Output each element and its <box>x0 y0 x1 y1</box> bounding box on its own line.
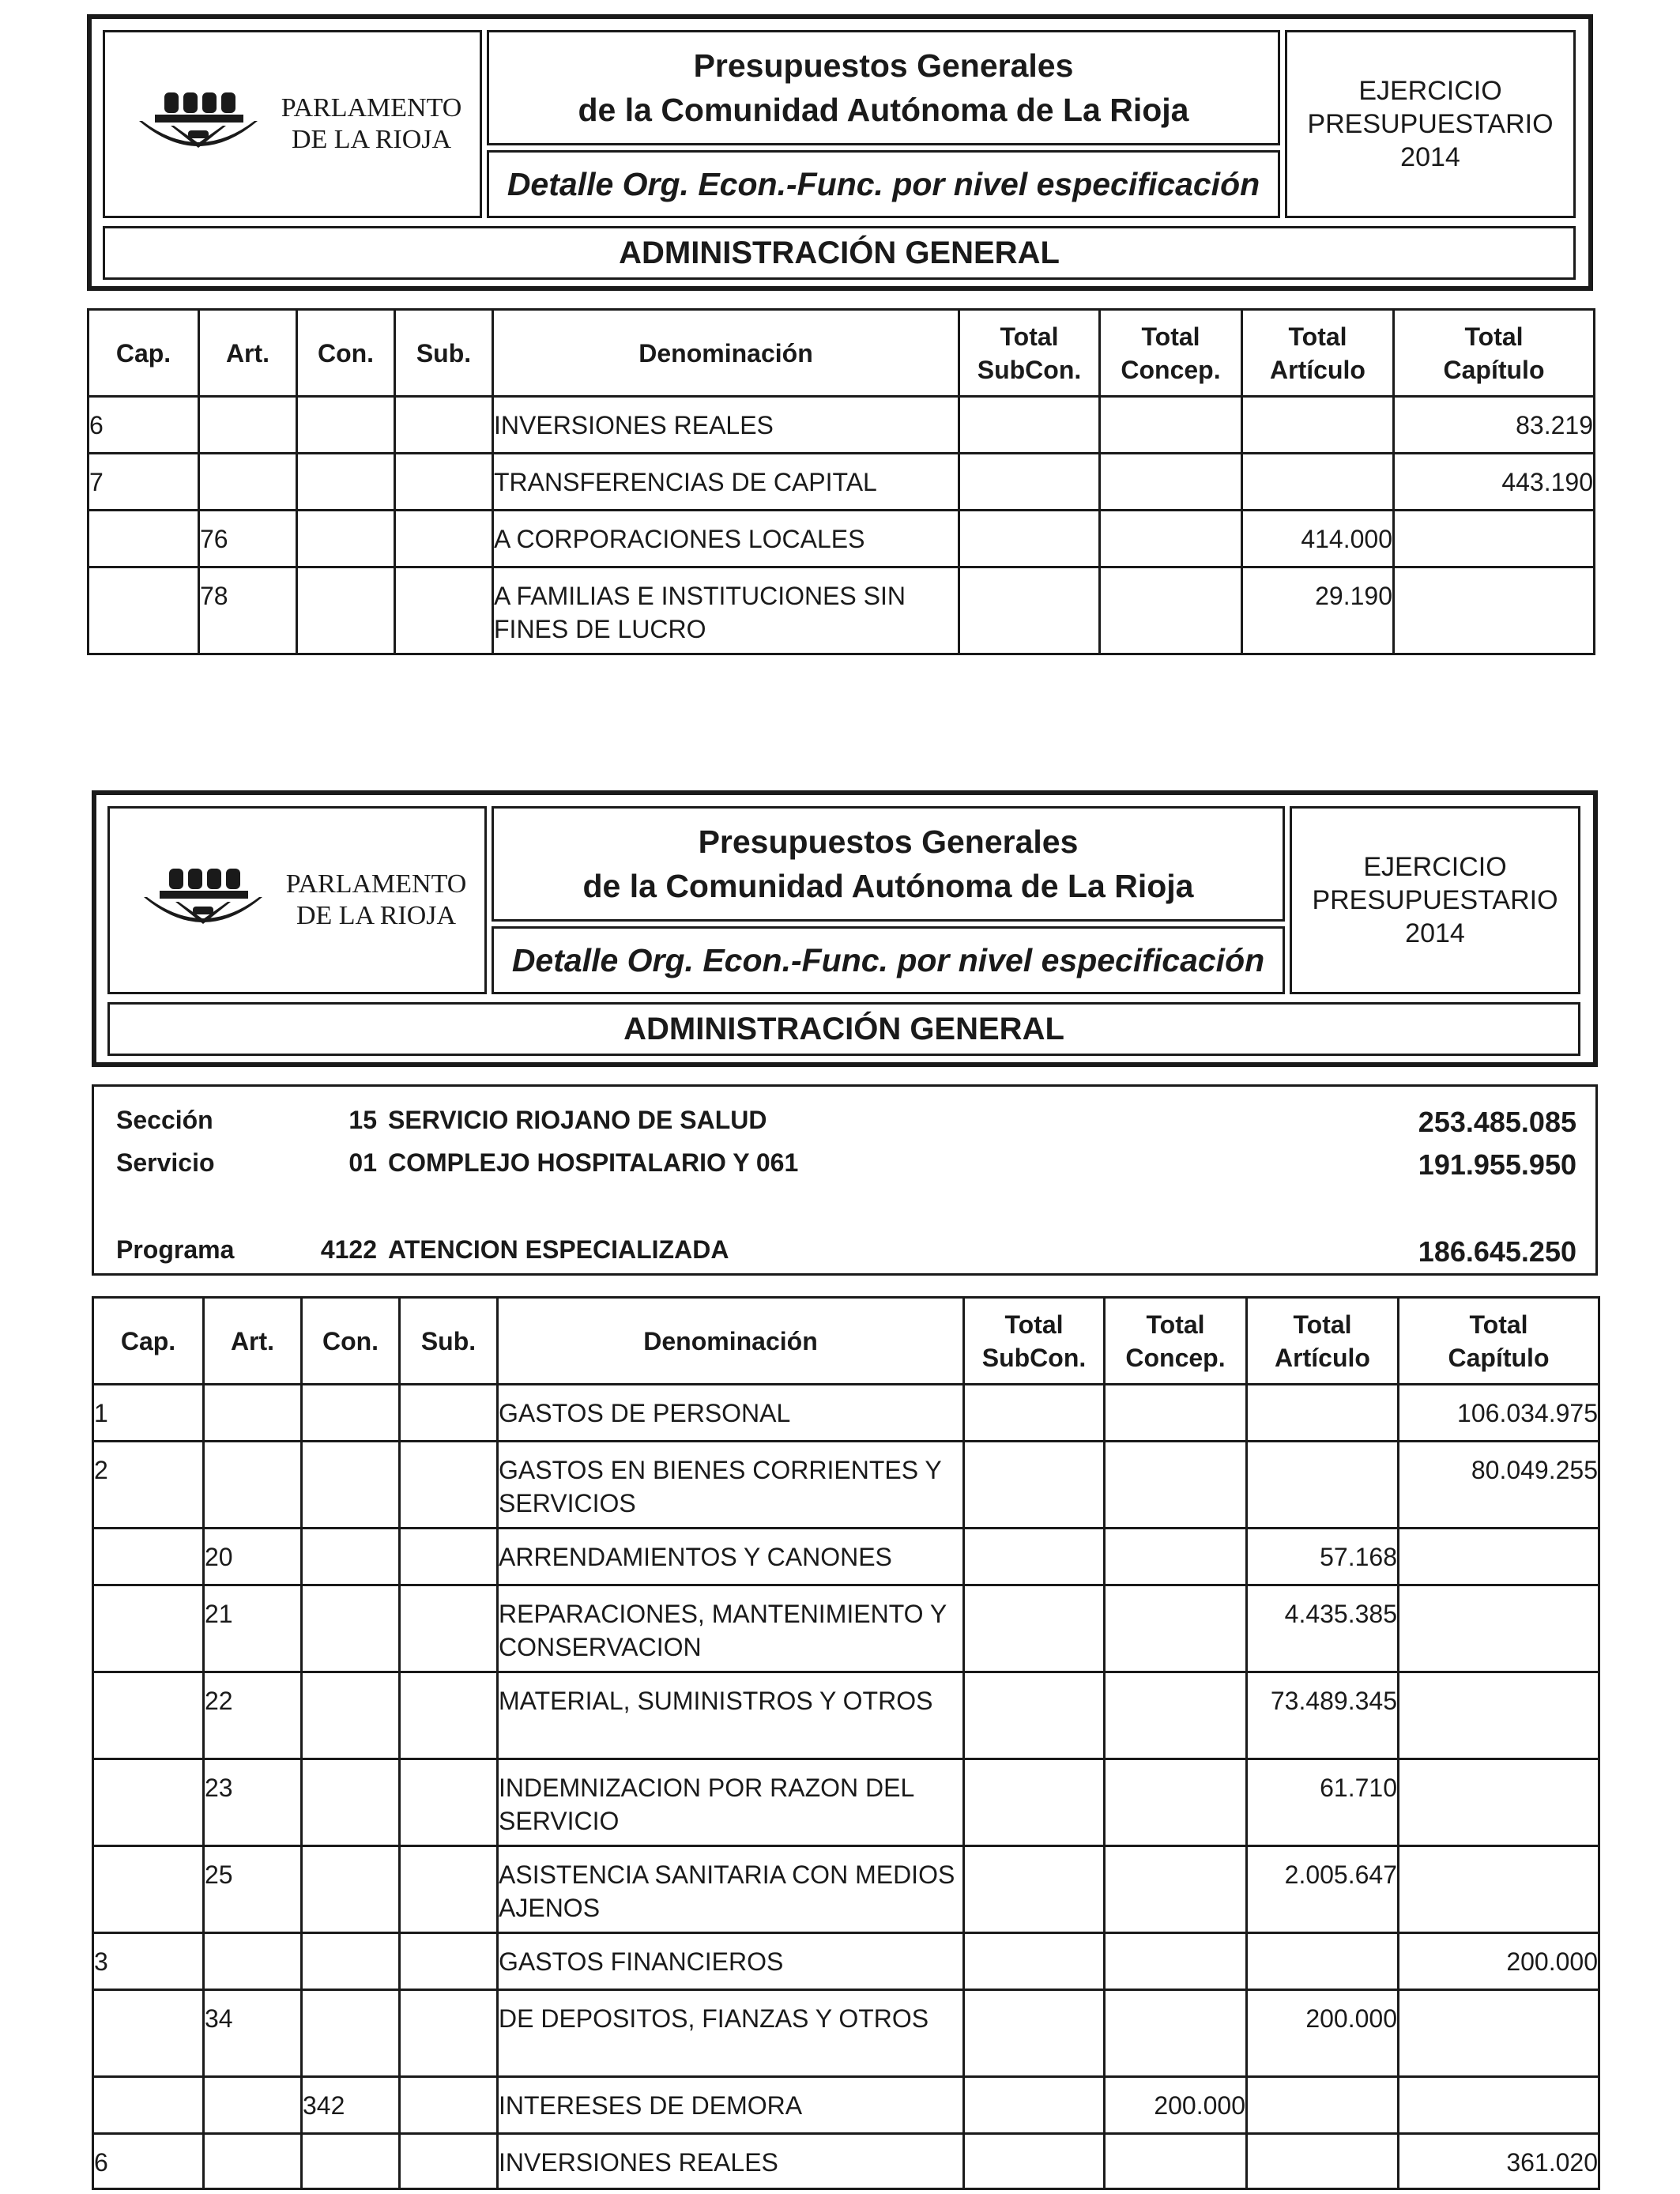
table-row <box>89 454 1595 511</box>
cell-subcon <box>964 1846 1105 1933</box>
cell-den: GASTOS EN BIENES CORRIENTES Y SERVICIOS <box>498 1442 964 1529</box>
admin-panel <box>107 1002 1580 1056</box>
cell-art: 34 <box>204 1990 302 2077</box>
col-denominacion: Denominación <box>498 1298 964 1385</box>
cell-capitulo: 106.034.975 <box>1399 1385 1599 1442</box>
admin-title: ADMINISTRACIÓN GENERAL <box>623 1011 1064 1046</box>
title-panel <box>492 806 1285 922</box>
cell-cap: 6 <box>89 397 199 454</box>
programa-label: Programa <box>116 1235 235 1264</box>
cell-concep <box>1100 567 1242 654</box>
cell-sub <box>400 1846 498 1933</box>
cell-art <box>204 2134 302 2189</box>
cell-articulo: 200.000 <box>1247 1990 1399 2077</box>
cell-concep <box>1100 397 1242 454</box>
cell-concep <box>1105 1442 1247 1529</box>
col-total-concep: Total Concep. <box>1100 310 1242 397</box>
cell-subcon <box>964 1672 1105 1759</box>
cell-con <box>297 397 395 454</box>
cell-concep <box>1105 1529 1247 1585</box>
col-con: Con. <box>302 1298 400 1385</box>
subtitle-panel <box>492 926 1285 994</box>
admin-title: ADMINISTRACIÓN GENERAL <box>619 235 1060 270</box>
cell-den: A FAMILIAS E INSTITUCIONES SIN FINES DE LUCRO <box>493 567 959 654</box>
cell-subcon <box>964 1933 1105 1990</box>
cell-sub <box>400 1385 498 1442</box>
cell-art <box>204 1442 302 1529</box>
cell-cap <box>89 567 199 654</box>
cell-cap: 1 <box>93 1385 204 1442</box>
cell-art: 76 <box>199 511 297 567</box>
title-panel <box>487 30 1280 145</box>
programa-row <box>94 1235 1595 1267</box>
seccion-name: SERVICIO RIOJANO DE SALUD <box>388 1106 767 1134</box>
cell-den: INVERSIONES REALES <box>493 397 959 454</box>
col-total-articulo: Total Artículo <box>1242 310 1394 397</box>
cell-con <box>302 1442 400 1529</box>
logo-line-2: DE LA RIOJA <box>296 901 457 930</box>
year-line-1: EJERCICIO <box>1358 76 1502 106</box>
cell-concep <box>1105 1385 1247 1442</box>
servicio-label: Servicio <box>116 1148 215 1177</box>
cell-cap <box>93 1846 204 1933</box>
cell-capitulo <box>1399 1990 1599 2077</box>
cell-con <box>302 1585 400 1672</box>
cell-capitulo <box>1399 1585 1599 1672</box>
seccion-amount: 253.485.085 <box>1418 1106 1576 1138</box>
cell-den: INDEMNIZACION POR RAZON DEL SERVICIO <box>498 1759 964 1846</box>
cell-subcon <box>964 1385 1105 1442</box>
cell-cap <box>93 1529 204 1585</box>
col-sub: Sub. <box>395 310 493 397</box>
table-header-row <box>93 1298 1599 1385</box>
programa-code: 4122 <box>320 1235 377 1264</box>
cell-subcon <box>964 1585 1105 1672</box>
cell-den: INTERESES DE DEMORA <box>498 2077 964 2134</box>
cell-con <box>302 1529 400 1585</box>
cell-con: 342 <box>302 2077 400 2134</box>
table-row <box>93 2134 1599 2189</box>
cell-art: 25 <box>204 1846 302 1933</box>
cell-capitulo: 80.049.255 <box>1399 1442 1599 1529</box>
seccion-row <box>94 1106 1595 1137</box>
cell-cap <box>93 2077 204 2134</box>
cell-capitulo <box>1394 567 1595 654</box>
cell-articulo <box>1247 2134 1399 2189</box>
servicio-name: COMPLEJO HOSPITALARIO Y 061 <box>388 1148 799 1177</box>
cell-sub <box>395 567 493 654</box>
cell-concep <box>1105 1585 1247 1672</box>
year-panel <box>1285 30 1576 218</box>
cell-articulo <box>1247 1933 1399 1990</box>
cell-concep <box>1100 511 1242 567</box>
cell-concep <box>1105 1846 1247 1933</box>
servicio-row <box>94 1148 1595 1180</box>
logo-text <box>281 92 462 156</box>
cell-con <box>297 567 395 654</box>
cell-con <box>302 1385 400 1442</box>
cell-con <box>302 2134 400 2189</box>
col-total-capitulo: Total Capítulo <box>1394 310 1595 397</box>
cell-concep <box>1105 1990 1247 2077</box>
cell-subcon <box>964 1529 1105 1585</box>
logo-line-1: PARLAMENTO <box>281 93 462 123</box>
cell-cap <box>93 1759 204 1846</box>
cell-sub <box>395 511 493 567</box>
cell-art: 78 <box>199 567 297 654</box>
cell-sub <box>400 1933 498 1990</box>
col-total-subcon: Total SubCon. <box>964 1298 1105 1385</box>
year-line-3: 2014 <box>1400 142 1460 172</box>
cell-concep <box>1105 1672 1247 1759</box>
cell-capitulo: 361.020 <box>1399 2134 1599 2189</box>
cell-con <box>302 1933 400 1990</box>
col-art: Art. <box>199 310 297 397</box>
cell-capitulo <box>1399 2077 1599 2134</box>
page-title-line-1: Presupuestos Generales <box>698 824 1079 860</box>
cell-capitulo <box>1399 1846 1599 1933</box>
cell-con <box>302 1990 400 2077</box>
cell-articulo: 29.190 <box>1242 567 1394 654</box>
cell-sub <box>400 1585 498 1672</box>
cell-capitulo <box>1399 1759 1599 1846</box>
cell-con <box>297 511 395 567</box>
table-row <box>93 1672 1599 1759</box>
cell-capitulo: 200.000 <box>1399 1933 1599 1990</box>
parliament-logo-icon <box>128 845 278 956</box>
servicio-amount: 191.955.950 <box>1418 1148 1576 1181</box>
cell-cap <box>93 1672 204 1759</box>
cell-den: A CORPORACIONES LOCALES <box>493 511 959 567</box>
cell-den: REPARACIONES, MANTENIMIENTO Y CONSERVACION <box>498 1585 964 1672</box>
col-cap: Cap. <box>93 1298 204 1385</box>
cell-con <box>297 454 395 511</box>
table-row <box>93 1585 1599 1672</box>
cell-sub <box>400 1759 498 1846</box>
page-title-line-1: Presupuestos Generales <box>693 47 1074 84</box>
cell-subcon <box>959 511 1100 567</box>
cell-concep <box>1105 2134 1247 2189</box>
logo-panel <box>107 806 487 994</box>
cell-subcon <box>964 1759 1105 1846</box>
cell-den: DE DEPOSITOS, FIANZAS Y OTROS <box>498 1990 964 2077</box>
budget-table-1 <box>87 308 1595 655</box>
page-title-line-2: de la Comunidad Autónoma de La Rioja <box>578 92 1189 128</box>
cell-subcon <box>959 397 1100 454</box>
cell-subcon <box>959 567 1100 654</box>
cell-den: TRANSFERENCIAS DE CAPITAL <box>493 454 959 511</box>
cell-cap <box>93 1990 204 2077</box>
table-row <box>93 1385 1599 1442</box>
page-subtitle: Detalle Org. Econ.-Func. por nivel especificación <box>511 941 1265 978</box>
table-row <box>93 1933 1599 1990</box>
col-cap: Cap. <box>89 310 199 397</box>
cell-capitulo: 83.219 <box>1394 397 1595 454</box>
programa-amount: 186.645.250 <box>1418 1235 1576 1268</box>
cell-articulo <box>1242 397 1394 454</box>
cell-concep <box>1105 1759 1247 1846</box>
cell-articulo: 61.710 <box>1247 1759 1399 1846</box>
cell-articulo <box>1242 454 1394 511</box>
col-total-subcon: Total SubCon. <box>959 310 1100 397</box>
parliament-logo-icon <box>123 69 273 179</box>
year-line-3: 2014 <box>1405 918 1465 948</box>
cell-art <box>204 2077 302 2134</box>
cell-cap: 3 <box>93 1933 204 1990</box>
cell-den: ASISTENCIA SANITARIA CON MEDIOS AJENOS <box>498 1846 964 1933</box>
cell-articulo: 57.168 <box>1247 1529 1399 1585</box>
table-row <box>93 1442 1599 1529</box>
cell-sub <box>395 454 493 511</box>
year-line-2: PRESUPUESTARIO <box>1307 109 1554 139</box>
cell-sub <box>400 1442 498 1529</box>
cell-art <box>204 1385 302 1442</box>
col-total-articulo: Total Artículo <box>1247 1298 1399 1385</box>
col-sub: Sub. <box>400 1298 498 1385</box>
cell-articulo <box>1247 1385 1399 1442</box>
table-row <box>93 2077 1599 2134</box>
table-header-row <box>89 310 1595 397</box>
cell-cap <box>89 511 199 567</box>
cell-capitulo <box>1399 1672 1599 1759</box>
cell-art: 22 <box>204 1672 302 1759</box>
table-row <box>93 1759 1599 1846</box>
seccion-code: 15 <box>348 1106 377 1134</box>
seccion-label: Sección <box>116 1106 213 1134</box>
logo-line-2: DE LA RIOJA <box>291 125 452 154</box>
cell-den: MATERIAL, SUMINISTROS Y OTROS <box>498 1672 964 1759</box>
admin-panel <box>103 226 1576 280</box>
cell-cap <box>93 1585 204 1672</box>
cell-capitulo <box>1394 511 1595 567</box>
programa-name: ATENCION ESPECIALIZADA <box>388 1235 729 1264</box>
logo-text <box>286 869 467 932</box>
cell-sub <box>400 2077 498 2134</box>
cell-subcon <box>964 1990 1105 2077</box>
cell-art: 21 <box>204 1585 302 1672</box>
cell-subcon <box>964 2134 1105 2189</box>
cell-cap: 6 <box>93 2134 204 2189</box>
cell-den: INVERSIONES REALES <box>498 2134 964 2189</box>
cell-cap: 2 <box>93 1442 204 1529</box>
page-title-line-2: de la Comunidad Autónoma de La Rioja <box>582 868 1194 904</box>
cell-articulo: 73.489.345 <box>1247 1672 1399 1759</box>
col-total-concep: Total Concep. <box>1105 1298 1247 1385</box>
cell-articulo <box>1247 1442 1399 1529</box>
page-subtitle: Detalle Org. Econ.-Func. por nivel especificación <box>507 165 1260 202</box>
table-row <box>93 1529 1599 1585</box>
cell-den: ARRENDAMIENTOS Y CANONES <box>498 1529 964 1585</box>
cell-den: GASTOS FINANCIEROS <box>498 1933 964 1990</box>
logo-line-1: PARLAMENTO <box>285 869 467 899</box>
budget-table-2 <box>92 1296 1600 2190</box>
col-total-capitulo: Total Capítulo <box>1399 1298 1599 1385</box>
cell-sub <box>400 1990 498 2077</box>
cell-capitulo <box>1399 1529 1599 1585</box>
servicio-code: 01 <box>348 1148 377 1177</box>
table-row <box>89 567 1595 654</box>
cell-subcon <box>959 454 1100 511</box>
document-header-2 <box>92 790 1598 1067</box>
year-line-1: EJERCICIO <box>1363 852 1507 882</box>
cell-art: 23 <box>204 1759 302 1846</box>
cell-concep: 200.000 <box>1105 2077 1247 2134</box>
section-summary <box>92 1084 1598 1276</box>
col-art: Art. <box>204 1298 302 1385</box>
cell-articulo: 414.000 <box>1242 511 1394 567</box>
cell-cap: 7 <box>89 454 199 511</box>
cell-den: GASTOS DE PERSONAL <box>498 1385 964 1442</box>
cell-con <box>302 1846 400 1933</box>
cell-concep <box>1100 454 1242 511</box>
year-line-2: PRESUPUESTARIO <box>1312 885 1558 915</box>
cell-sub <box>400 1529 498 1585</box>
cell-art <box>199 454 297 511</box>
cell-sub <box>400 1672 498 1759</box>
cell-articulo <box>1247 2077 1399 2134</box>
table-row <box>93 1990 1599 2077</box>
logo-panel <box>103 30 482 218</box>
table-row <box>89 397 1595 454</box>
cell-subcon <box>964 1442 1105 1529</box>
table-row <box>93 1846 1599 1933</box>
cell-art: 20 <box>204 1529 302 1585</box>
cell-con <box>302 1759 400 1846</box>
cell-art <box>199 397 297 454</box>
cell-concep <box>1105 1933 1247 1990</box>
cell-articulo: 4.435.385 <box>1247 1585 1399 1672</box>
col-con: Con. <box>297 310 395 397</box>
col-denominacion: Denominación <box>493 310 959 397</box>
cell-sub <box>400 2134 498 2189</box>
document-header-1 <box>87 14 1593 291</box>
cell-sub <box>395 397 493 454</box>
table-row <box>89 511 1595 567</box>
cell-art <box>204 1933 302 1990</box>
subtitle-panel <box>487 150 1280 218</box>
year-panel <box>1290 806 1580 994</box>
cell-articulo: 2.005.647 <box>1247 1846 1399 1933</box>
cell-capitulo: 443.190 <box>1394 454 1595 511</box>
cell-con <box>302 1672 400 1759</box>
cell-subcon <box>964 2077 1105 2134</box>
